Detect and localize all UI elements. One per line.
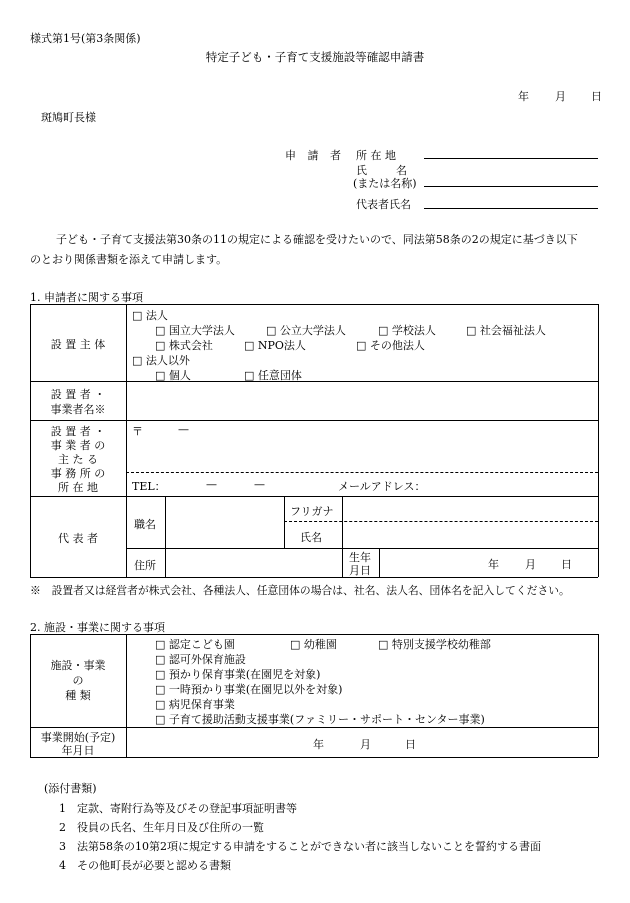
rep-name-field[interactable] xyxy=(343,523,597,547)
rep-address-label: 住所 xyxy=(134,559,156,572)
form-number: 様式第1号(第3条関係) xyxy=(30,32,141,45)
addressee: 斑鳩町長様 xyxy=(41,111,96,124)
name-field[interactable] xyxy=(424,186,598,187)
applicant-label: 申 請 者 xyxy=(285,149,345,162)
tel-dash-2: — xyxy=(254,478,265,491)
attachment-item-3: 3 法第58条の10第2項に規定する申請をすることができない者に該当しないことを誓約する書面 xyxy=(59,840,541,853)
individual-checkbox[interactable]: □ 個人 xyxy=(155,369,191,382)
social-welfare-checkbox[interactable]: □ 社会福祉法人 xyxy=(466,324,546,337)
position-label: 職名 xyxy=(134,518,156,531)
name-label-2: 名 xyxy=(396,164,407,177)
representative-row-label: 代 表 者 xyxy=(58,532,98,545)
office-label-3: 主 た る xyxy=(58,453,98,466)
representative-field[interactable] xyxy=(424,208,598,209)
operator-name-label-1: 設 置 者 ・ xyxy=(50,388,106,401)
other-corp-checkbox[interactable]: □ その他法人 xyxy=(356,339,425,352)
attachment-item-4: 4 その他町長が必要と認める書類 xyxy=(59,859,231,872)
position-field[interactable] xyxy=(166,497,283,547)
name-alt-label: (または名称) xyxy=(353,177,417,190)
voluntary-group-checkbox[interactable]: □ 任意団体 xyxy=(244,369,302,382)
start-month-label: 月 xyxy=(360,738,371,751)
section-2-heading: 2. 施設・事業に関する事項 xyxy=(30,621,165,634)
kindergarten-checkbox[interactable]: □ 幼稚園 xyxy=(290,638,337,651)
document-title: 特定子ども・子育て支援施設等確認申請書 xyxy=(205,50,425,64)
intro-line-2: のとおり関係書類を添えて申請します。 xyxy=(30,253,228,266)
special-support-kindergarten-checkbox[interactable]: □ 特別支援学校幼稚部 xyxy=(378,638,491,651)
rep-address-field[interactable] xyxy=(166,549,341,576)
start-day-label: 日 xyxy=(405,738,416,751)
national-univ-checkbox[interactable]: □ 国立大学法人 xyxy=(155,324,235,337)
furigana-field[interactable] xyxy=(343,497,597,520)
attachment-item-2: 2 役員の氏名、生年月日及び住所の一覧 xyxy=(59,821,264,834)
date-month-label: 月 xyxy=(555,90,566,103)
rep-name-label: 氏名 xyxy=(300,531,322,544)
facility-type-label-2: の xyxy=(72,674,84,687)
sick-child-care-checkbox[interactable]: □ 病児保育事業 xyxy=(155,698,235,711)
representative-label: 代表者氏名 xyxy=(356,198,411,211)
corp-checkbox[interactable]: □ 法人 xyxy=(132,309,168,322)
birth-month-label: 月 xyxy=(525,558,536,571)
start-date-label-2: 年月日 xyxy=(61,744,95,757)
npo-checkbox[interactable]: □ NPO法人 xyxy=(244,339,306,352)
facility-type-label-3: 種 類 xyxy=(65,689,91,702)
office-label-1: 設 置 者 ・ xyxy=(50,425,106,438)
attachments-heading: (添付書類) xyxy=(44,782,97,795)
birth-day-label: 日 xyxy=(561,558,572,571)
start-year-label: 年 xyxy=(313,738,324,751)
extended-care-checkbox[interactable]: □ 預かり保育事業(在園児を対象) xyxy=(155,668,321,681)
address-field[interactable] xyxy=(424,158,598,159)
birth-label-1: 生年 xyxy=(349,551,371,564)
address-label: 所 在 地 xyxy=(356,149,396,162)
public-univ-checkbox[interactable]: □ 公立大学法人 xyxy=(266,324,346,337)
birth-label-2: 月日 xyxy=(349,564,371,577)
temporary-care-checkbox[interactable]: □ 一時預かり事業(在園児以外を対象) xyxy=(155,683,343,696)
birth-year-label: 年 xyxy=(488,558,499,571)
tel-dash-1: — xyxy=(206,478,217,491)
non-corp-checkbox[interactable]: □ 法人以外 xyxy=(132,354,190,367)
certified-center-checkbox[interactable]: □ 認定こども園 xyxy=(155,638,235,651)
office-address-field[interactable] xyxy=(127,437,597,471)
office-label-2: 事 業 者 の xyxy=(50,439,106,452)
school-corp-checkbox[interactable]: □ 学校法人 xyxy=(378,324,436,337)
section-1-note: ※ 設置者又は経営者が株式会社、各種法人、任意団体の場合は、社名、法人名、団体名を記入してください。 xyxy=(30,584,570,597)
postal-dash: — xyxy=(178,423,189,436)
office-label-4: 事 務 所 の xyxy=(50,467,106,480)
operator-name-field[interactable] xyxy=(127,382,597,419)
email-label: メールアドレス： xyxy=(338,480,426,493)
name-label-1: 氏 xyxy=(356,164,367,177)
start-date-label-1: 事業開始(予定) xyxy=(40,731,116,744)
section-1-heading: 1. 申請者に関する事項 xyxy=(30,291,143,304)
family-support-checkbox[interactable]: □ 子育て援助活動支援事業(ファミリー・サポート・センター事業) xyxy=(155,713,485,726)
attachment-item-1: 1 定款、寄附行為等及びその登記事項証明書等 xyxy=(59,802,297,815)
stock-company-checkbox[interactable]: □ 株式会社 xyxy=(155,339,213,352)
operator-name-label-2: 事業者名※ xyxy=(50,403,106,416)
setup-entity-label: 設 置 主 体 xyxy=(50,338,106,351)
unlicensed-nursery-checkbox[interactable]: □ 認可外保育施設 xyxy=(155,653,246,666)
date-year-label: 年 xyxy=(518,90,529,103)
date-day-label: 日 xyxy=(591,90,602,103)
tel-label: TEL： xyxy=(132,480,166,493)
facility-type-label-1: 施設・事業 xyxy=(50,659,106,672)
postal-mark: 〒 xyxy=(132,425,143,438)
intro-line-1: 子ども・子育て支援法第30条の11の規定による確認を受けたいので、同法第58条の2の規定に基づき以下 xyxy=(56,233,578,246)
office-label-5: 所 在 地 xyxy=(58,481,98,494)
furigana-label: フリガナ xyxy=(290,505,334,518)
